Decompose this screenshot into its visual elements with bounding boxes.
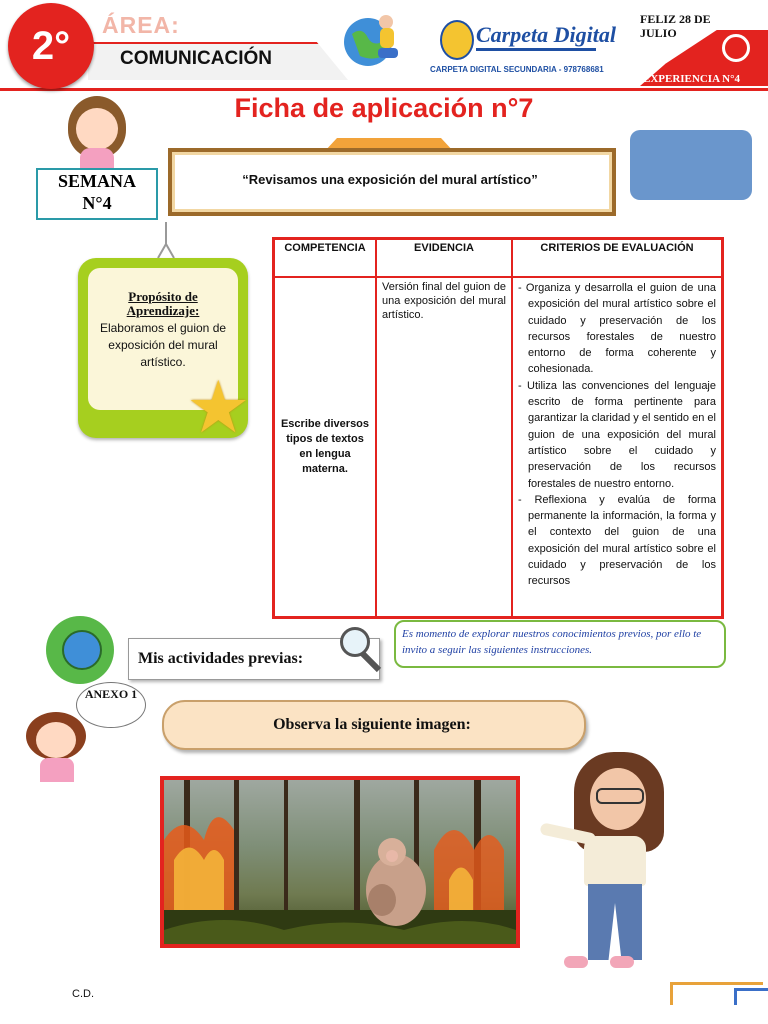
hanging-string [150,222,180,262]
teacher-avatar-jeans [588,884,642,960]
purpose-text: Elaboramos el guion de exposición del mural artístico. [99,321,227,369]
header-competencia: COMPETENCIA [274,239,377,278]
semana-line2: N°4 [82,193,112,213]
session-title: “Revisamos una exposición del mural artístico” [242,172,538,187]
criterio-item: - Organiza y desarrolla el guion de una exposición del mural artístico sobre el cuidado y preservación de los recursos forestales de nuestro entorno de forma coherente y cohesionada. [518,282,716,376]
logo-underline [476,48,596,51]
globe-icon [62,630,102,670]
purpose-label: Propósito de Aprendizaje: [126,289,200,318]
competencia-cell: Escribe diversos tipos de textos en lengua materna. [274,277,377,618]
criterio-item: - Reflexiona y evalúa de forma permanente la información, la forma y el contexto del guion de una exposición del mural artístico sobre el cuidado y preservación de los recursos [518,493,716,588]
girl-avatar-body [80,148,114,170]
table-row [274,277,723,618]
grade-badge: 2° [8,3,94,89]
logo-name: Carpeta Digital [476,22,616,47]
semana-box [36,168,158,220]
evidencia-cell: Versión final del guion de una exposición del mural artístico. [376,277,512,618]
footer-code: C.D. [72,988,94,1000]
teacher-avatar-body [584,836,646,886]
header-divider [0,88,768,91]
glasses-icon [596,788,644,804]
star-icon: ★ [186,368,251,448]
evaluation-table [272,237,724,619]
area-value: COMUNICACIÓN [120,48,272,69]
page-title: Ficha de aplicación n°7 [234,93,534,123]
girl2-avatar-face [36,722,76,758]
header-evidencia: EVIDENCIA [376,239,512,278]
criterios-cell [512,277,723,618]
semana-line1: SEMANA [57,171,136,191]
logo-caption: CARPETA DIGITAL SECUNDARIA - 978768681 [430,65,604,74]
date-text: FELIZ 28 DE JULIO [640,12,711,40]
criterio-item: - Utiliza las convenciones del lenguaje escrito de forma pertinente para garantizar la claridad y el sentido en el guion de una exposición del mural artístico sobre el cuidado y preservación de los recursos forestales de nuestro entorno. [518,379,716,490]
forest-fire-illustration [164,780,516,944]
logo-badge-icon [440,20,474,60]
instructions-text: Es momento de explorar nuestros conocimientos previos, por ello te invito a seguir las siguientes instrucciones. [402,628,702,656]
criterios-list [518,280,716,614]
table-header-row [274,239,723,278]
forest-fire-image [160,776,520,948]
earth-kids-icon [338,8,404,74]
blue-placeholder-box [630,130,752,200]
header-criterios: CRITERIOS DE EVALUACIÓN [512,239,723,278]
anexo-bubble: ANEXO 1 [76,682,146,728]
rosette-icon [722,34,750,62]
teacher-shoe-right [610,956,634,968]
experience-label: EXPERIENCIA N°4 [643,73,740,85]
observe-text: Observa la siguiente imagen: [273,716,471,733]
area-label: ÁREA: [102,12,180,38]
girl-avatar-face [76,108,118,150]
corner-decoration-blue [734,988,768,1005]
girl2-avatar-body [40,758,74,782]
teacher-shoe-left [564,956,588,968]
activities-title: Mis actividades previas: [138,650,304,667]
